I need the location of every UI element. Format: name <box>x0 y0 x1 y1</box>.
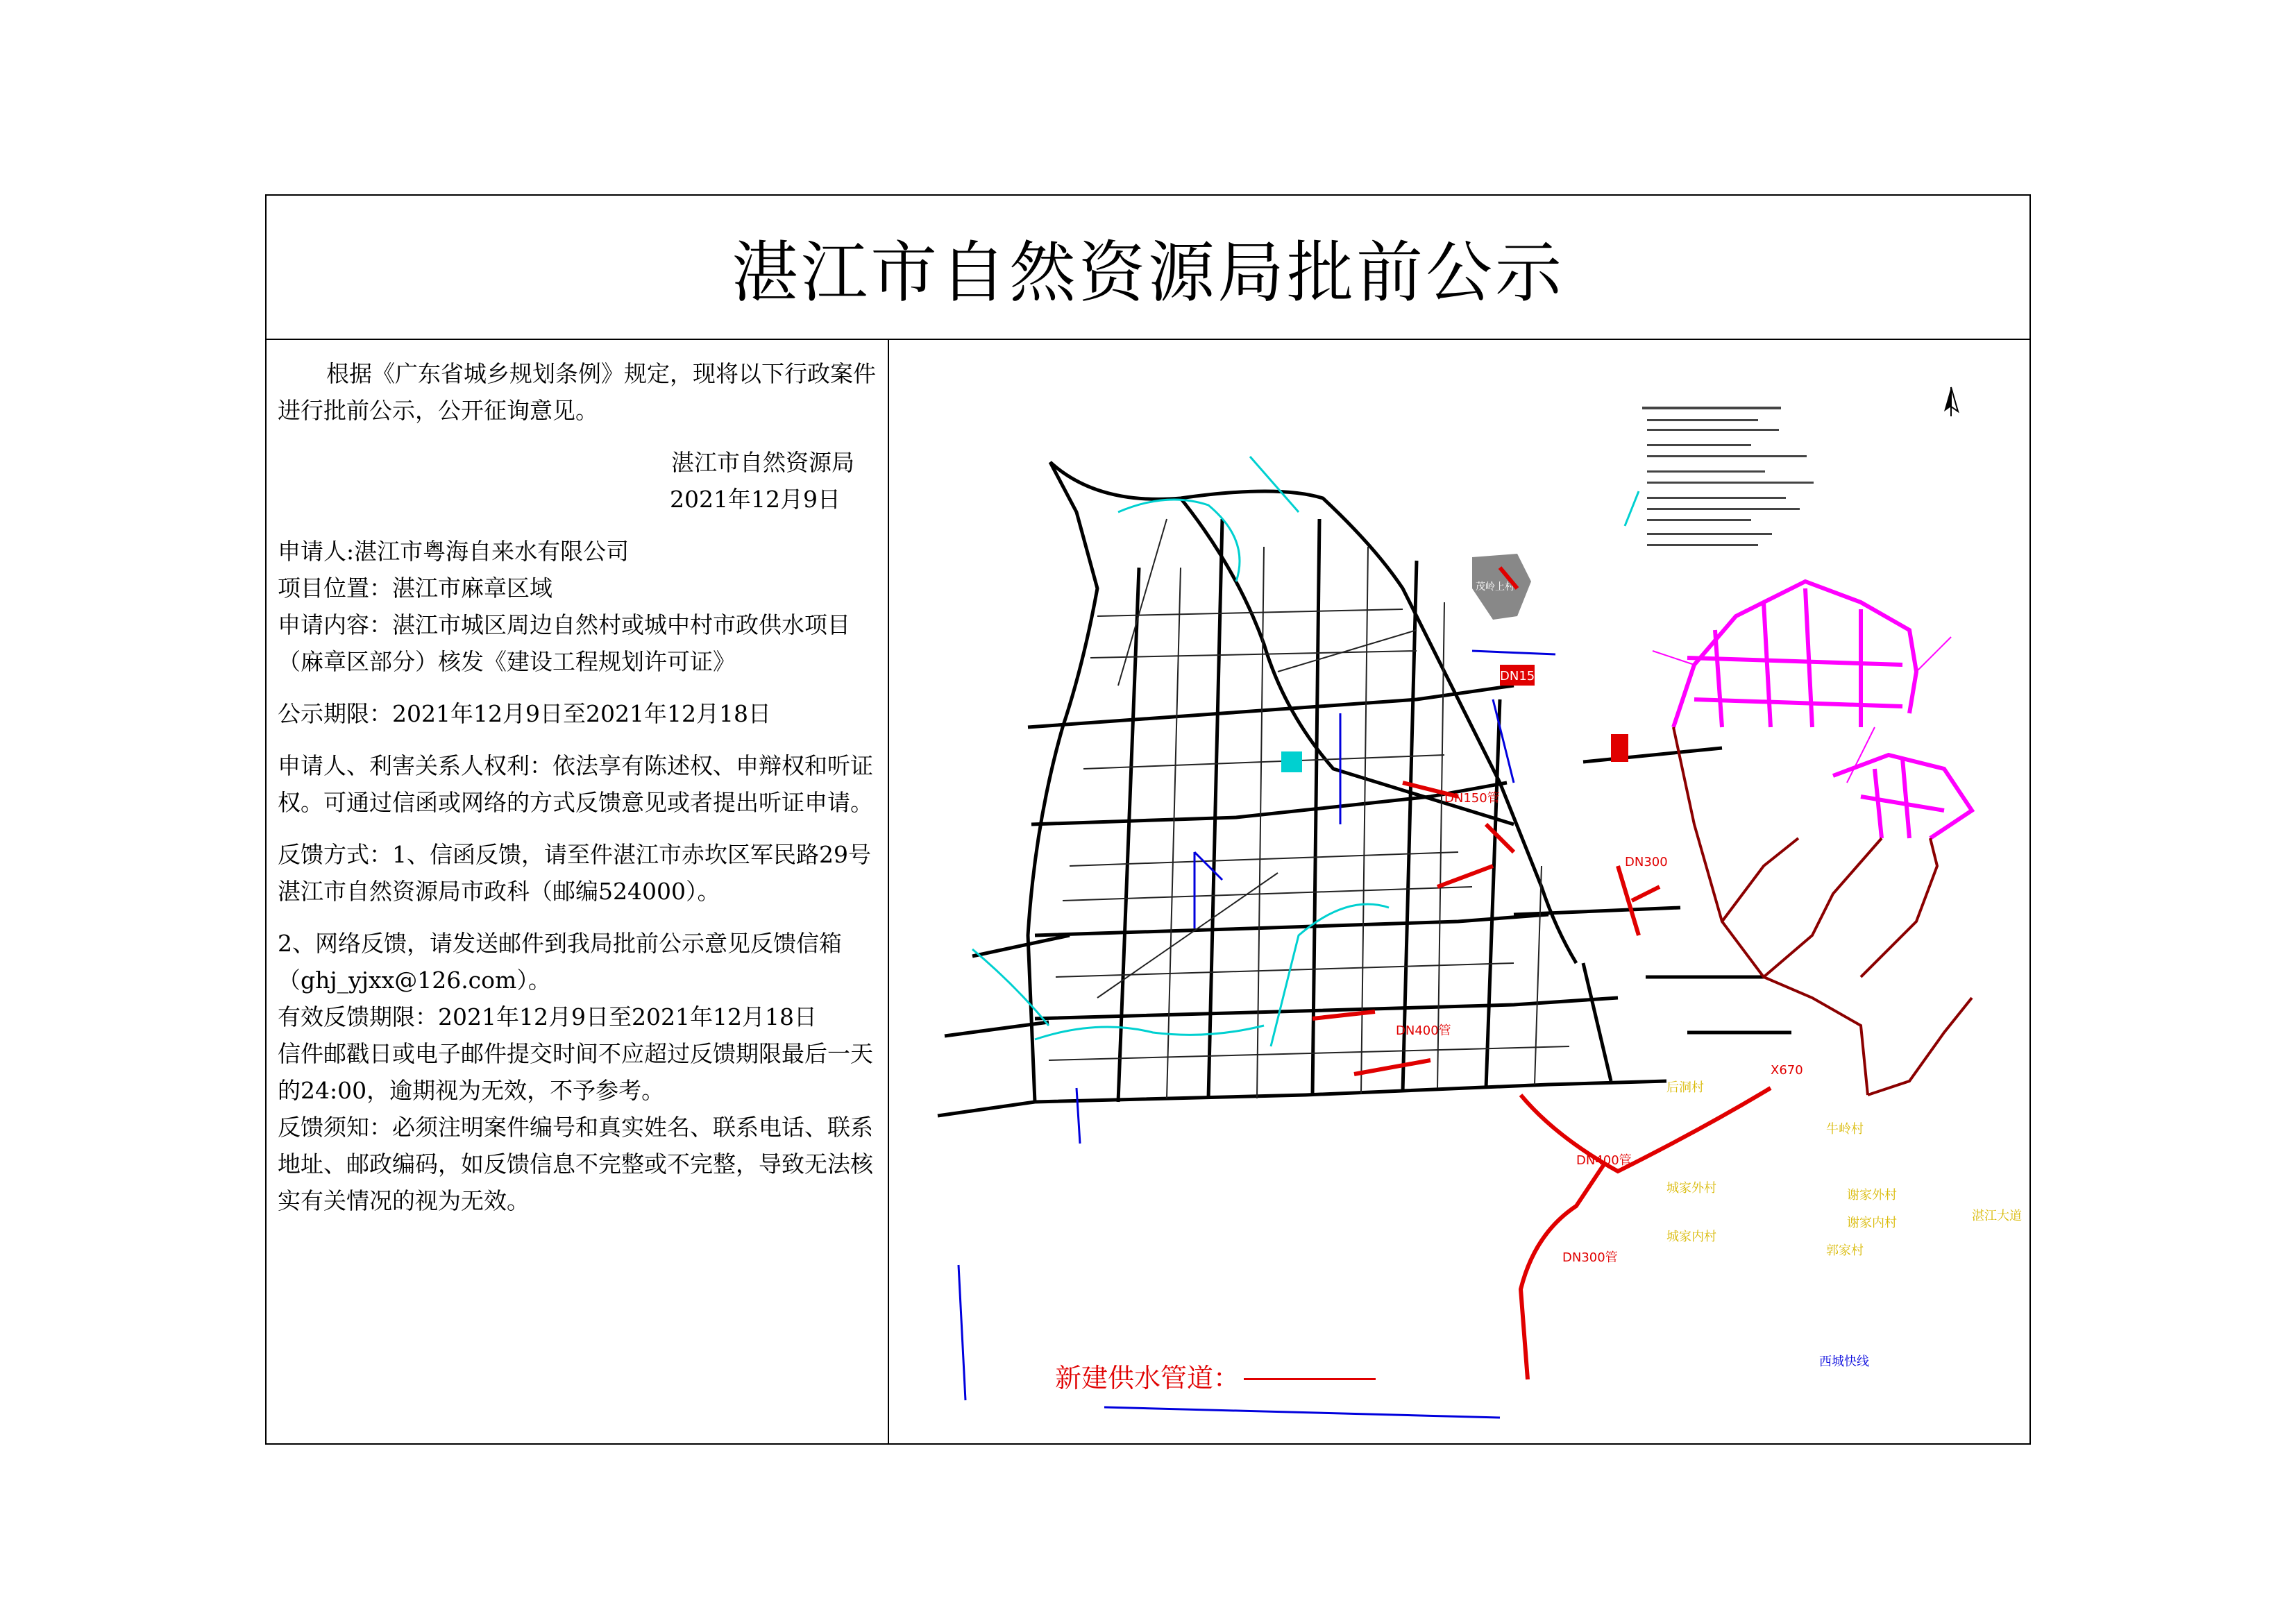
notice-sheet <box>265 194 2031 1445</box>
pipeline-map <box>889 339 2031 1445</box>
title-row <box>267 196 2029 340</box>
village-label-8: 郭家村 <box>1826 1243 1864 1258</box>
map-legend <box>1055 1357 1376 1395</box>
feedback-deadline: 有效反馈期限：2021年12月9日至2021年12月18日 <box>278 1003 817 1030</box>
village-label-5: 城家内村 <box>1666 1230 1716 1244</box>
pipe-label-2: DN150管 <box>1444 791 1500 806</box>
pipe-label-3: DN300 <box>1625 855 1668 869</box>
map-notes <box>1642 407 1814 546</box>
pink-network <box>1673 581 1972 838</box>
road-label-1: X670 <box>1771 1063 1803 1078</box>
village-label-7: 谢家内村 <box>1847 1216 1897 1230</box>
village-label-6: 谢家外村 <box>1847 1188 1897 1203</box>
road-label-2: 湛江大道 <box>1972 1209 2022 1223</box>
pipe-label-5: DN400管 <box>1576 1153 1632 1168</box>
north-arrow-icon <box>1944 387 1958 416</box>
notice-text-column <box>267 339 889 1445</box>
village-label-2: 后洞村 <box>1666 1080 1704 1095</box>
page-title: 湛江市自然资源局批前公示 <box>732 233 1564 312</box>
deadline-note: 信件邮戳日或电子邮件提交时间不应超过反馈期限最后一天的24:00，逾期视为无效，不予参考。 <box>278 1040 873 1104</box>
blue-roads <box>959 651 1555 1418</box>
rights-statement: 申请人、利害关系人权利：依法享有陈述权、申辩权和听证权。可通过信函或网络的方式反馈意见或者提出听证申请。 <box>278 752 873 816</box>
village-label-3: 牛岭村 <box>1826 1122 1864 1137</box>
intro-paragraph: 根据《广东省城乡规划条例》规定，现将以下行政案件进行批前公示，公开征询意见。 <box>278 360 876 424</box>
village-label-4: 城家外村 <box>1666 1181 1716 1196</box>
project-location: 项目位置：湛江市麻章区域 <box>278 575 552 602</box>
feedback-letter: 反馈方式：1、信函反馈，请至件湛江市赤坎区军民路29号湛江市自然资源局市政科（邮编524000）。 <box>278 841 871 905</box>
legend-label: 新建供水管道： <box>1055 1363 1240 1393</box>
new-pipe-legend-line <box>1244 1378 1376 1380</box>
feedback-requirements: 反馈须知：必须注明案件编号和真实姓名、联系电话、联系地址、邮政编码，如反馈信息不完整或不完整，导致无法核实有关情况的视为无效。 <box>278 1114 873 1214</box>
road-label-3: 西城快线 <box>1819 1354 1869 1369</box>
applicant: 申请人:湛江市粤海自来水有限公司 <box>278 538 630 565</box>
notice-period: 公示期限：2021年12月9日至2021年12月18日 <box>278 700 771 727</box>
pipe-label-1: DN150管 <box>1500 669 1555 683</box>
pipe-label-6: DN300管 <box>1562 1250 1618 1265</box>
village-label-1: 茂岭上村 <box>1476 581 1514 593</box>
map-panel <box>889 339 2031 1445</box>
issuer: 湛江市自然资源局 <box>671 449 854 476</box>
new-pipes <box>1312 568 1771 1379</box>
pipe-label-4: DN400管 <box>1396 1023 1451 1038</box>
existing-main <box>1673 727 1972 1095</box>
issue-date: 2021年12月9日 <box>670 486 841 513</box>
pond <box>1281 751 1302 772</box>
pump-marker-2 <box>1611 734 1628 762</box>
application-content: 申请内容：湛江市城区周边自然村或城中村市政供水项目（麻章区部分）核发《建设工程规划许可证》 <box>278 611 850 675</box>
feedback-online: 2、网络反馈，请发送邮件到我局批前公示意见反馈信箱（ghj_yjxx@126.com）。 <box>278 930 842 994</box>
